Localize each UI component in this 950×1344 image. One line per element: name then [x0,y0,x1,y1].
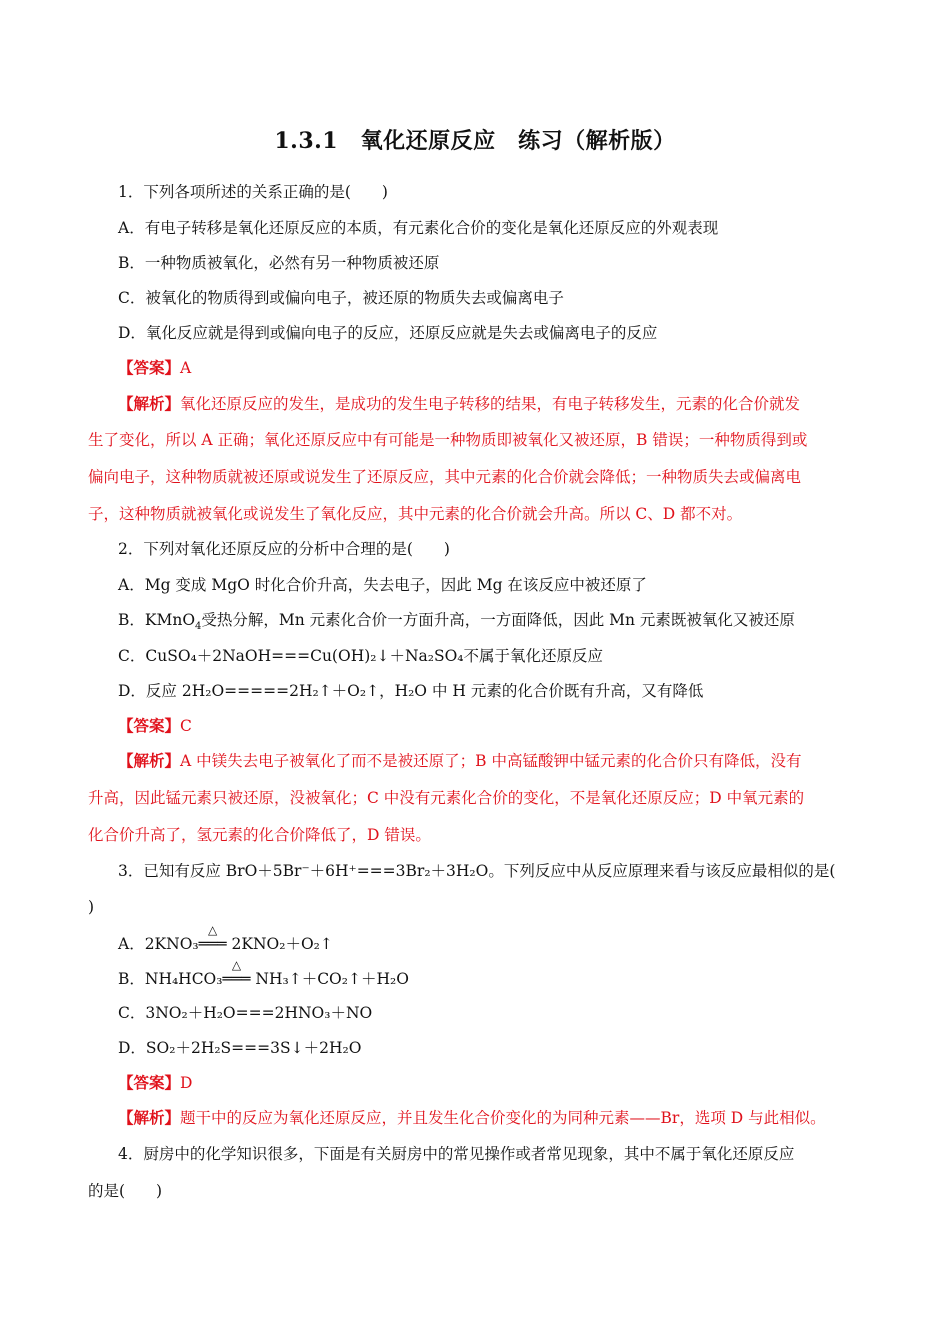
q2-analysis-line-2: 升高，因此锰元素只被还原，没被氧化；C 中没有元素化合价的变化，不是氧化还原反应；D 中氧元素的 [88,789,805,807]
q1-option-c: C．被氧化的物质得到或偏向电子，被还原的物质失去或偏离电子 [118,289,564,307]
q1-stem: 1．下列各项所述的关系正确的是( ) [118,183,388,201]
q1-analysis-line-3: 偏向电子，这种物质就被还原或说发生了还原反应，其中元素的化合价就会降低；一种物质失去或偏离电 [88,468,802,486]
heat-triangle-icon: △ [208,923,218,937]
heating-condition-equals [198,923,227,954]
q1-answer-label: 【答案】 [118,358,181,377]
q2-answer [118,716,898,736]
q2-analysis-text-1: A 中镁失去电子被氧化了而不是被还原了；B 中高锰酸钾中锰元素的化合价只有降低，没有 [180,752,802,770]
q2-analysis-label: 【解析】 [118,751,181,770]
q3-option-b-post: NH₃↑＋CO₂↑＋H₂O [250,970,409,988]
q3-option-b [118,958,898,989]
q3-option-a [118,923,898,954]
q3-option-a-eq: ═══ [198,935,227,953]
q3-option-d: D．SO₂＋2H₂S===3S↓＋2H₂O [118,1039,362,1057]
q2-option-c: C．CuSO₄＋2NaOH===Cu(OH)₂↓＋Na₂SO₄不属于氧化还原反应 [118,647,604,665]
q2-answer-value: C [180,717,192,735]
q1-analysis-line-2: 生了变化，所以 A 正确；氧化还原反应中有可能是一种物质即被氧化又被还原，B 错误；一种物质得到或 [88,431,808,449]
heat-triangle-icon: △ [231,958,242,972]
q2-option-b-pre: B．KMnO [118,611,196,629]
q2-option-b-sub: 4 [195,621,202,633]
q1-option-b: B．一种物质被氧化，必然有另一种物质被还原 [118,254,440,272]
q2-option-a: A．Mg 变成 MgO 时化合价升高，失去电子，因此 Mg 在该反应中被还原了 [118,576,647,594]
q1-analysis-line-4: 子，这种物质就被氧化或说发生了氧化反应，其中元素的化合价就会升高。所以 C、D 都不对。 [88,505,743,523]
q2-analysis-line-3: 化合价升高了，氢元素的化合价降低了，D 错误。 [88,826,431,844]
q3-stem-line-2: ) [88,898,95,916]
q3-option-c: C．3NO₂＋H₂O===2HNO₃＋NO [118,1004,373,1022]
q4-stem-line-2: 的是( ) [88,1182,163,1200]
q1-option-a: A．有电子转移是氧化还原反应的本质，有元素化合价的变化是氧化还原反应的外观表现 [118,219,719,237]
q3-option-b-pre: B．NH₄HCO₃ [118,970,223,988]
q1-answer [118,358,898,378]
q3-analysis-line-1 [118,1108,898,1128]
q3-answer [118,1073,898,1093]
q3-option-b-eq: ═══ [222,970,251,988]
heating-condition-equals [222,958,251,989]
q3-option-a-pre: A．2KNO₃ [118,935,199,953]
q4-stem-line-1: 4．厨房中的化学知识很多，下面是有关厨房中的常见操作或者常见现象，其中不属于氧化还原反应 [118,1145,795,1163]
q3-answer-label: 【答案】 [118,1073,181,1092]
q3-answer-value: D [180,1074,193,1092]
q3-analysis-text-1: 题干中的反应为氧化还原反应，并且发生化合价变化的为同种元素——Br，选项 D 与此相似。 [180,1109,826,1127]
q2-option-b [118,610,898,633]
q1-analysis-line-1 [118,394,898,414]
q1-analysis-text-1: 氧化还原反应的发生，是成功的发生电子转移的结果，有电子转移发生，元素的化合价就发 [180,395,801,413]
q3-option-a-post: 2KNO₂＋O₂↑ [226,935,333,953]
q2-option-b-post: 受热分解，Mn 元素化合价一方面升高，一方面降低，因此 Mn 元素既被氧化又被还原 [201,611,795,629]
q1-answer-value: A [180,359,192,377]
q2-analysis-line-1 [118,751,898,771]
q2-answer-label: 【答案】 [118,716,181,735]
q2-option-d: D．反应 2H₂O=====2H₂↑＋O₂↑，H₂O 中 H 元素的化合价既有升高，又有降低 [118,682,704,700]
q2-stem: 2．下列对氧化还原反应的分析中合理的是( ) [118,540,450,558]
q3-stem-line-1: 3．已知有反应 BrO＋5Br⁻＋6H⁺===3Br₂＋3H₂O。下列反应中从反应原理来看与该反应最相似的是( [118,862,836,880]
q1-analysis-label: 【解析】 [118,394,181,413]
q1-option-d: D．氧化反应就是得到或偏向电子的反应，还原反应就是失去或偏离电子的反应 [118,324,658,342]
page-title: 1.3.1 氧化还原反应 练习（解析版） [274,128,676,154]
q3-analysis-label: 【解析】 [118,1108,181,1127]
